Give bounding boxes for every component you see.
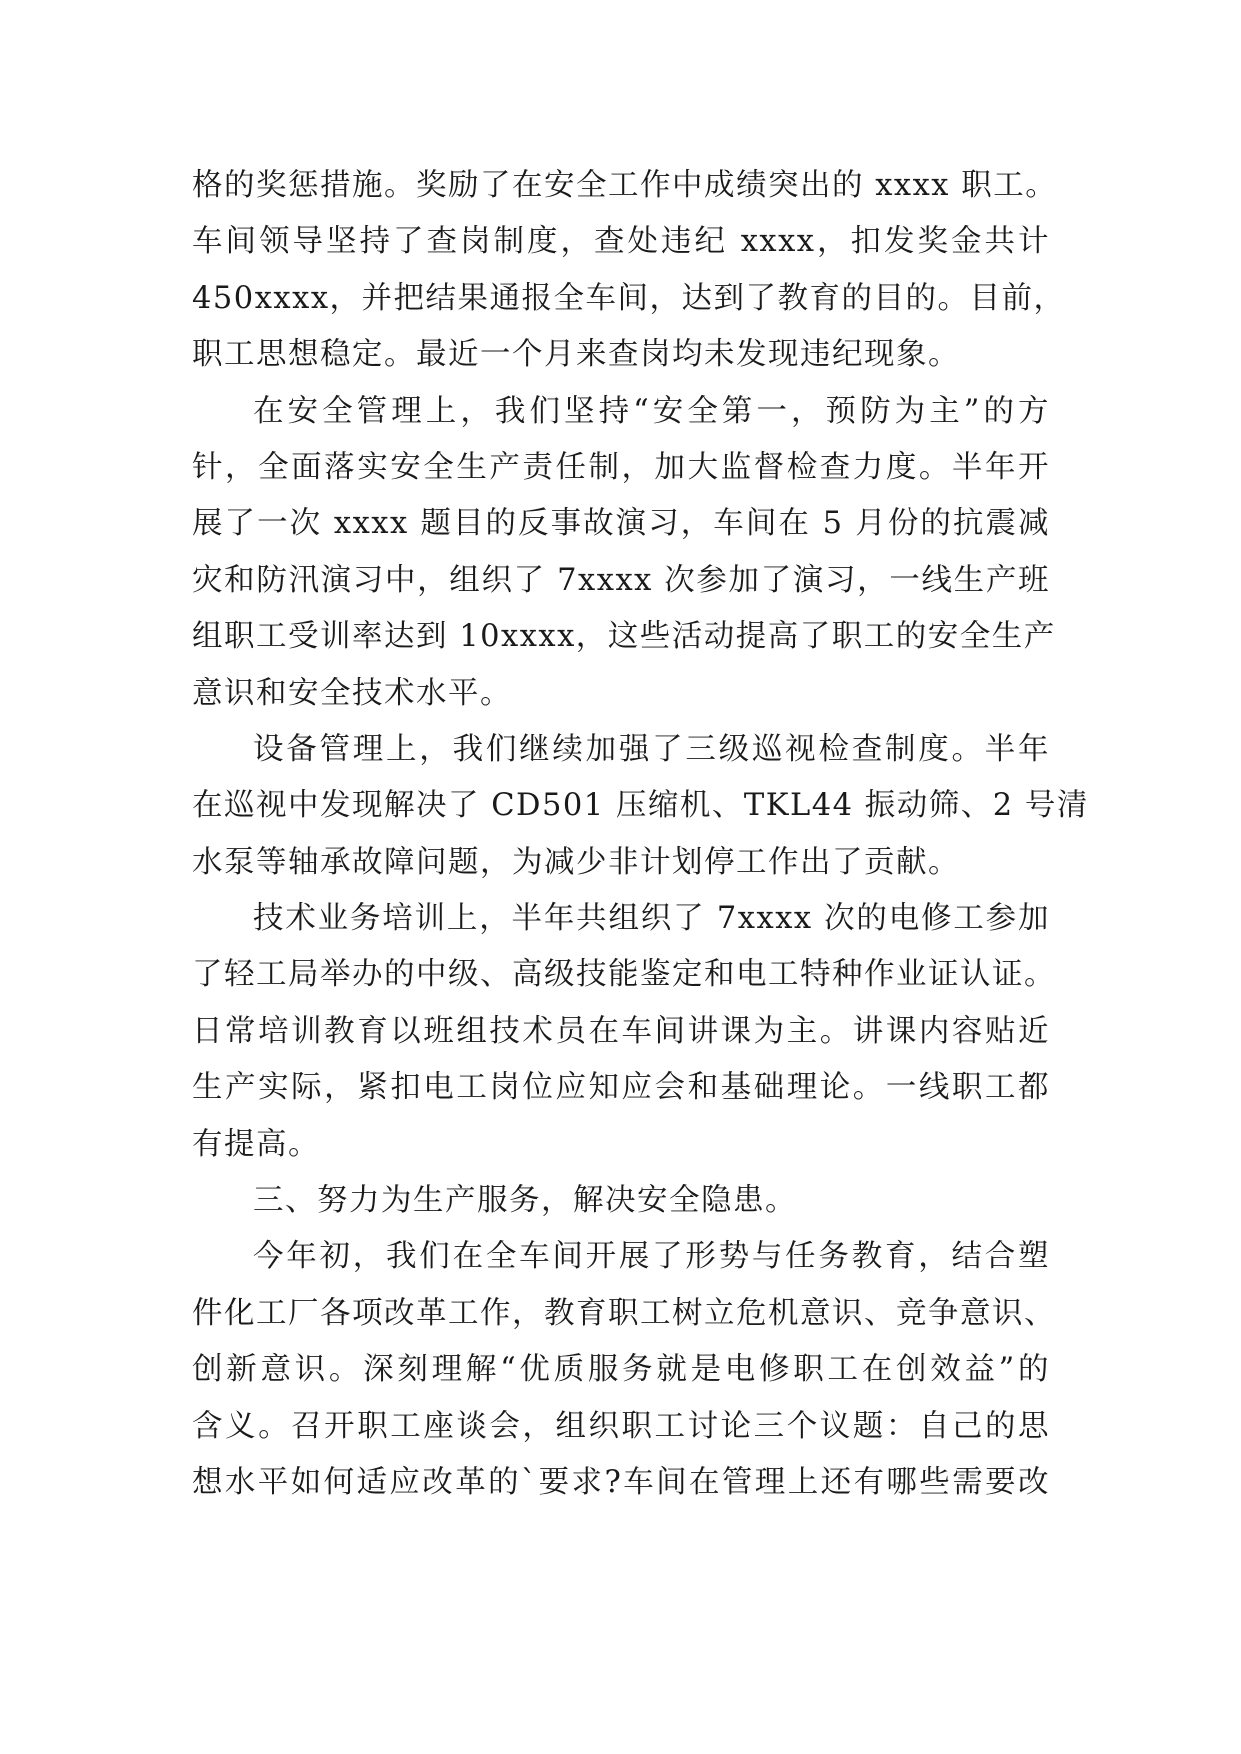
text-line: 技术业务培训上，半年共组织了 7xxxx 次的电修工参加	[253, 901, 1050, 937]
paragraph-rewards	[192, 158, 1066, 384]
paragraph-year-start-education	[192, 1229, 1056, 1511]
text-line: 三、努力为生产服务，解决安全隐患。	[253, 1183, 797, 1219]
text-line: 水泵等轴承故障问题，为减少非计划停工作出了贡献。	[192, 844, 960, 880]
paragraph-safety-management	[192, 384, 1056, 722]
paragraph-technical-training	[192, 891, 1056, 1173]
text-line: 展了一次 xxxx 题目的反事故演习，车间在 5 月份的抗震减	[192, 506, 1050, 542]
text-line: 今年初，我们在全车间开展了形势与任务教育，结合塑	[253, 1239, 1050, 1275]
section-heading-three	[192, 1173, 1050, 1229]
text-line: 生产实际，紧扣电工岗位应知应会和基础理论。一线职工都	[192, 1070, 1050, 1106]
text-line: 日常培训教育以班组技术员在车间讲课为主。讲课内容贴近	[192, 1013, 1050, 1049]
text-line: 450xxxx，并把结果通报全车间，达到了教育的目的。目前，	[192, 280, 1066, 316]
text-line: 灾和防汛演习中，组织了 7xxxx 次参加了演习，一线生产班	[192, 562, 1050, 598]
text-line: 组职工受训率达到 10xxxx，这些活动提高了职工的安全生产	[192, 619, 1056, 655]
text-line: 意识和安全技术水平。	[192, 675, 512, 711]
text-line: 了轻工局举办的中级、高级技能鉴定和电工特种作业证认证。	[192, 957, 1056, 993]
text-line: 格的奖惩措施。奖励了在安全工作中成绩突出的 xxxx 职工。	[192, 168, 1058, 203]
text-line: 件化工厂各项改革工作，教育职工树立危机意识、竞争意识、	[192, 1295, 1056, 1331]
text-line: 在安全管理上，我们坚持“安全第一，预防为主”的方	[253, 393, 1050, 429]
text-line: 车间领导坚持了查岗制度，查处违纪 xxxx，扣发奖金共计	[192, 224, 1050, 260]
text-line: 在巡视中发现解决了 CD501 压缩机、TKL44 振动筛、2 号清	[192, 788, 1089, 824]
text-line: 职工思想稳定。最近一个月来查岗均未发现违纪现象。	[192, 337, 960, 373]
text-line: 想水平如何适应改革的`要求?车间在管理上还有哪些需要改	[192, 1464, 1050, 1500]
text-line: 针，全面落实安全生产责任制，加大监督检查力度。半年开	[192, 449, 1050, 485]
text-line: 有提高。	[192, 1126, 320, 1162]
paragraph-equipment-management	[192, 722, 1089, 891]
text-line: 创新意识。深刻理解“优质服务就是电修职工在创效益”的	[192, 1352, 1050, 1388]
document-body	[192, 158, 1089, 1511]
text-line: 含义。召开职工座谈会，组织职工讨论三个议题：自己的思	[192, 1408, 1050, 1444]
text-line: 设备管理上，我们继续加强了三级巡视检查制度。半年	[253, 731, 1050, 767]
